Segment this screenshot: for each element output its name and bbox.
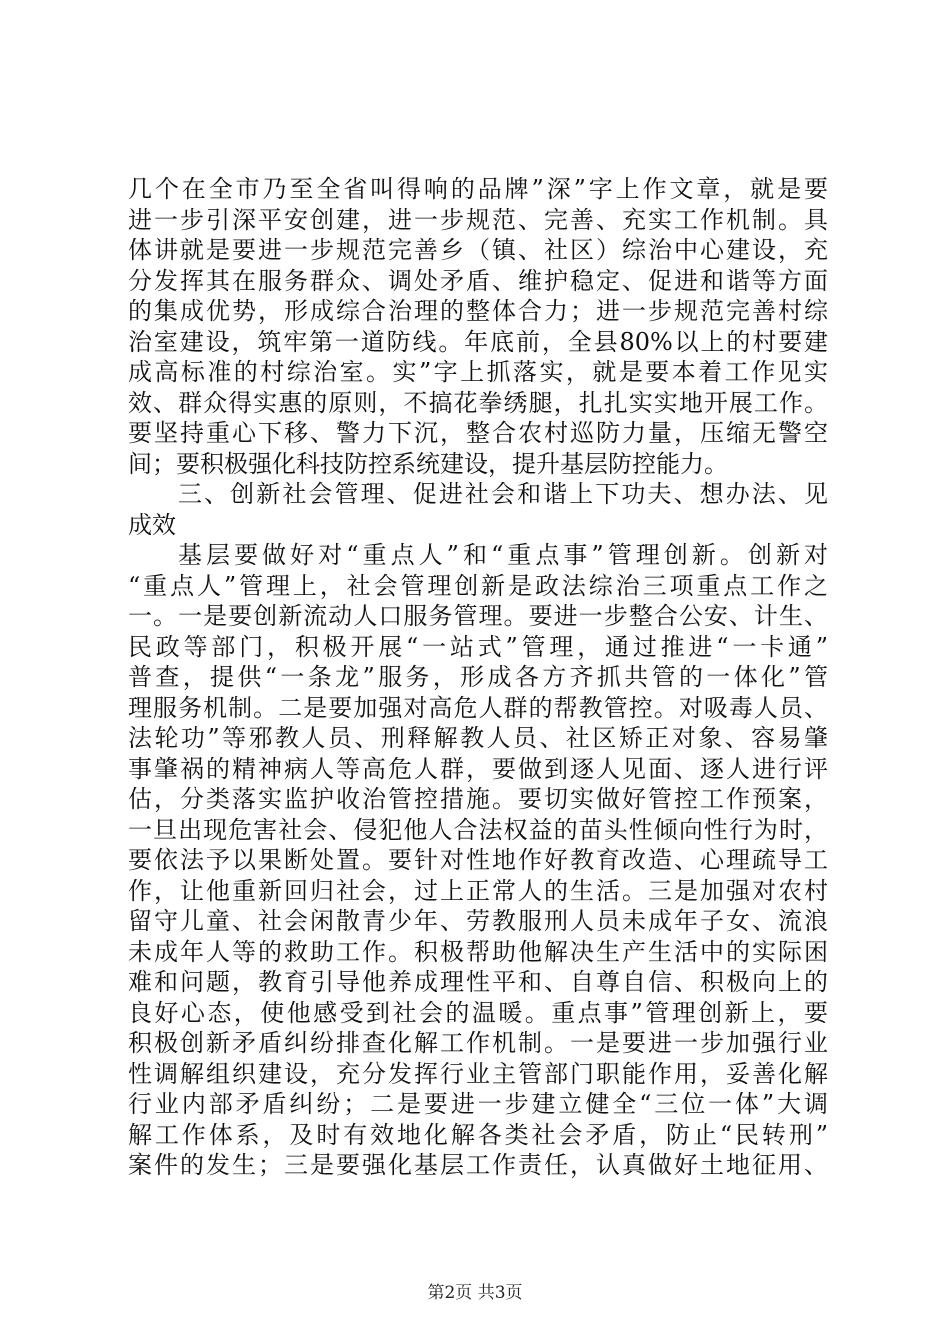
text-line: 要依法予以果断处置。要针对性地作好教育改造、心理疏导工 <box>128 846 828 874</box>
text-line: 未成年人等的救助工作。积极帮助他解决生产生活中的实际困 <box>128 937 828 966</box>
text-line: 进一步引深平安创建，进一步规范、完善、充实工作机制。具 <box>128 205 828 234</box>
text-line: 积极创新矛盾纠纷排查化解工作机制。一是要进一步加强行业 <box>128 1029 828 1057</box>
text-line: 行业内部矛盾纠纷；二是要进一步建立健全“三位一体”大调 <box>128 1090 828 1118</box>
text-line: 民政等部门，积极开展“一站式”管理，通过推进“一卡通” <box>128 632 828 661</box>
text-line: 良好心态，使他感受到社会的温暖。重点事”管理创新上，要 <box>128 998 828 1027</box>
text-line: 治室建设，筑牢第一道防线。年底前，全县80%以上的村要建 <box>128 327 828 356</box>
text-line: 作，让他重新回归社会，过上正常人的生活。三是加强对农村 <box>128 876 828 905</box>
section-heading-line: 成效 <box>128 510 176 539</box>
text-line: 案件的发生；三是要强化基层工作责任，认真做好土地征用、 <box>128 1151 828 1179</box>
text-line: 体讲就是要进一步规范完善乡（镇、社区）综治中心建设，充 <box>128 236 828 264</box>
page-number-footer: 第2页 共3页 <box>427 1283 523 1303</box>
text-line: 解工作体系，及时有效地化解各类社会矛盾，防止“民转刑” <box>128 1120 828 1149</box>
text-line: 普查，提供“一条龙”服务，形成各方齐抓共管的一体化”管 <box>128 663 828 691</box>
text-line: 要坚持重心下移、警力下沉，整合农村巡防力量，压缩无警空 <box>128 419 828 447</box>
text-line: 事肇祸的精神病人等高危人群，要做到逐人见面、逐人进行评 <box>128 754 828 783</box>
text-line: 理服务机制。二是要加强对高危人群的帮教管控。对吸毒人员、 <box>128 693 828 722</box>
text-line: 分发挥其在服务群众、调处矛盾、维护稳定、促进和谐等方面 <box>128 266 828 295</box>
text-line: “重点人”管理上，社会管理创新是政法综治三项重点工作之 <box>128 571 828 600</box>
text-line: 效、群众得实惠的原则，不搞花拳绣腿，扎扎实实地开展工作。 <box>128 388 828 417</box>
text-line: 成高标准的村综治室。实”字上抓落实，就是要本着工作见实 <box>128 358 828 386</box>
text-line: 几个在全市乃至全省叫得响的品牌”深”字上作文章，就是要 <box>128 175 828 203</box>
section-heading-line: 三、创新社会管理、促进社会和谐上下功夫、想办法、见 <box>178 480 828 508</box>
document-body <box>128 174 828 1181</box>
text-line: 留守儿童、社会闲散青少年、劳教服刑人员未成年子女、流浪 <box>128 907 828 935</box>
text-line: 的集成优势，形成综合治理的整体合力；进一步规范完善村综 <box>128 297 828 325</box>
text-line: 一。一是要创新流动人口服务管理。要进一步整合公安、计生、 <box>128 602 828 630</box>
text-line: 间；要积极强化科技防控系统建设，提升基层防控能力。 <box>128 449 728 478</box>
text-line: 法轮功”等邪教人员、刑释解教人员、社区矫正对象、容易肇 <box>128 724 828 752</box>
text-line: 一旦出现危害社会、侵犯他人合法权益的苗头性倾向性行为时， <box>128 815 828 844</box>
text-line: 基层要做好对“重点人”和“重点事”管理创新。创新对 <box>178 541 828 569</box>
text-line: 性调解组织建设，充分发挥行业主管部门职能作用，妥善化解 <box>128 1059 828 1088</box>
text-line: 难和问题，教育引导他养成理性平和、自尊自信、积极向上的 <box>128 968 828 996</box>
text-line: 估，分类落实监护收治管控措施。要切实做好管控工作预案， <box>128 785 828 813</box>
